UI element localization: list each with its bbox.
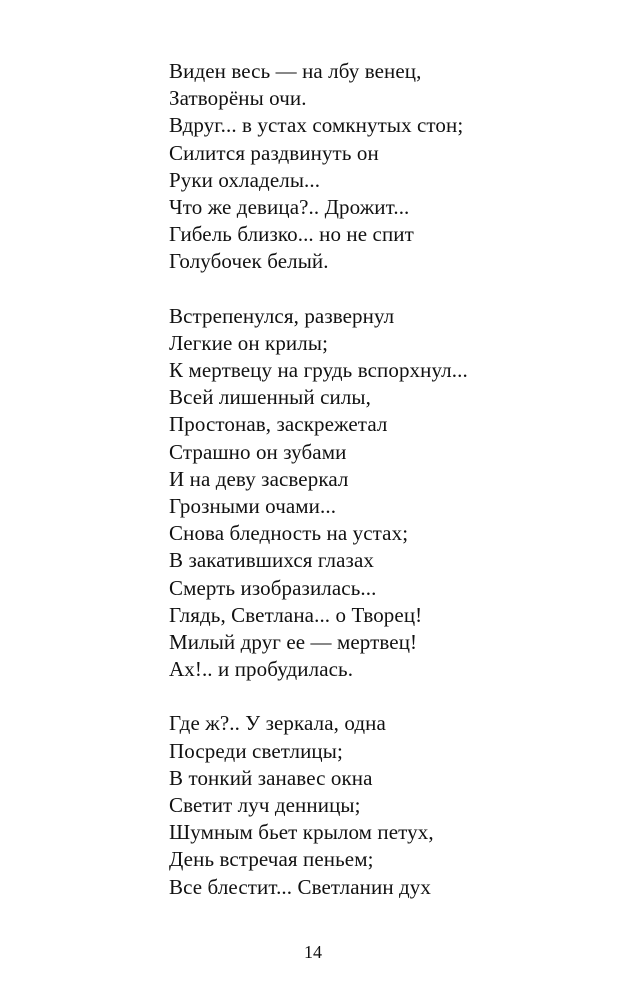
poem-line: Что же девица?.. Дрожит... [169,195,410,220]
poem-line: Встрепенулся, развернул [169,303,395,328]
poem-line: Глядь, Светлана... о Творец! [169,602,423,627]
poem-line: Всей лишенный силы, [169,385,371,410]
poem-line: Ах!.. и пробудилась. [169,657,354,682]
poem-line: Виден весь — на лбу венец, [169,59,422,83]
poem-line: Страшно он зубами [169,439,347,464]
stanza-1 [169,58,589,276]
poem-line: Светит луч денницы; [169,793,361,818]
poem-line: Вдруг... в устах сомкнутых стон; [169,113,464,138]
poem-line: Шумным бьет крылом петух, [169,820,434,845]
poem-line: К мертвецу на грудь вспорхнул... [169,358,468,383]
page-number: 14 [304,942,322,962]
poem-line: Милый друг ее — мертвец! [169,630,418,655]
poem-line: Грозными очами... [169,494,337,519]
stanza-2 [169,303,589,684]
poem-line: И на деву засверкал [169,466,349,491]
poem-line: Силится раздвинуть он [169,140,379,165]
poem-line: Посреди светлицы; [169,738,343,763]
poem-line: Руки охладелы... [169,167,321,192]
poem-line: В тонкий занавес окна [169,765,373,790]
poem-line: В закатившихся глазах [169,548,374,573]
poem-text [169,58,589,901]
poem-line: Смерть изобразилась... [169,575,377,600]
poem-line: Где ж?.. У зеркала, одна [169,711,386,736]
poem-line: Снова бледность на устах; [169,521,409,546]
poem-line: Голубочек белый. [169,249,329,274]
poem-line: Все блестит... Светланин дух [169,874,431,899]
stanza-3 [169,710,589,900]
poem-line: День встречая пеньем; [169,847,374,872]
poem-line: Затворёны очи. [169,86,307,111]
poem-line: Простонав, заскрежетал [169,412,388,437]
poem-line: Легкие он крилы; [169,330,328,355]
poem-line: Гибель близко... но не спит [169,222,414,247]
